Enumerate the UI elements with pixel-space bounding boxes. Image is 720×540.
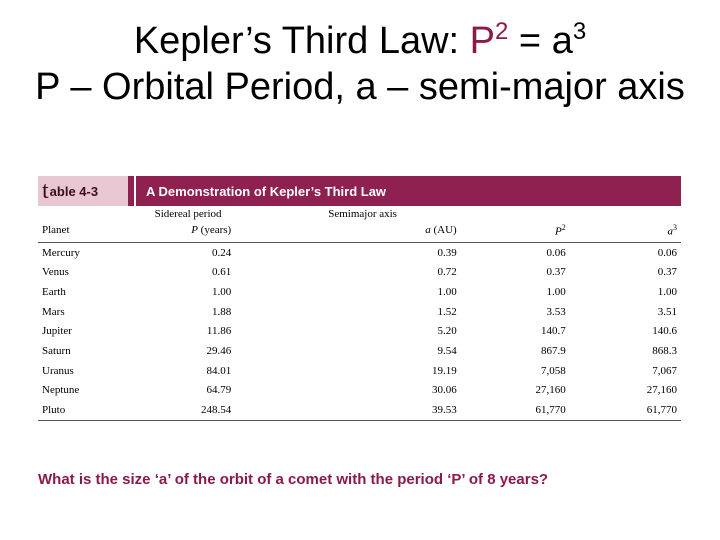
slide-title (0, 18, 720, 110)
table-row (38, 380, 681, 400)
title-P (470, 20, 509, 62)
cell-a-cubed: 3.51 (657, 305, 677, 318)
cell-a-cubed: 0.06 (657, 246, 677, 259)
cell-a-cubed: 61,770 (566, 400, 681, 420)
cell-p-squared: 3.53 (546, 305, 566, 318)
table-row (38, 262, 681, 282)
header-a3-var: a (667, 225, 673, 238)
table-row (38, 282, 681, 302)
cell-planet: Earth (42, 285, 66, 298)
title-a-var: a (551, 20, 573, 62)
cell-a-cubed: 27,160 (646, 384, 677, 397)
cell-axis: 39.53 (231, 400, 457, 420)
cell-a-cubed: 0.37 (657, 266, 677, 279)
question-text: What is the size ‘a’ of the orbit of a comet with the period ‘P’ of 8 years? (38, 471, 549, 488)
cell-a-cubed: 868.3 (652, 344, 677, 357)
header-axis-var: a (425, 223, 431, 236)
table-number-tag (38, 176, 128, 206)
header-row-1 (38, 206, 681, 221)
cell-period: 1.88 (211, 305, 232, 318)
title-equals: = (508, 20, 552, 62)
header-cell: Semimajor axis (328, 207, 397, 220)
table-row (38, 321, 681, 341)
table-row (38, 361, 681, 381)
cell-planet: Neptune (42, 384, 80, 397)
title-prefix: Kepler’s Third Law: (133, 20, 470, 62)
cell-period: 0.61 (211, 266, 232, 279)
cell-period: 1.00 (211, 285, 232, 298)
header-period-unit: (years) (197, 223, 232, 236)
cell-p-squared: 61,770 (457, 400, 566, 420)
cell-axis: 5.20 (437, 325, 457, 338)
cell-period: 0.24 (211, 246, 232, 259)
header-p2-exp: 2 (561, 223, 566, 232)
cell-p-squared: 0.06 (546, 246, 566, 259)
header-planet: Planet (38, 221, 142, 242)
cell-p-squared: 867.9 (540, 344, 566, 357)
cell-period: 248.54 (142, 400, 232, 420)
cell-a-cubed: 1.00 (657, 285, 677, 298)
cell-period: 64.79 (206, 384, 232, 397)
header-a-cubed (566, 221, 681, 242)
table-caption: A Demonstration of Kepler’s Third Law (146, 183, 387, 199)
cell-axis: 1.00 (437, 285, 457, 298)
title-a-exponent: 3 (572, 18, 587, 45)
cell-period: 11.86 (206, 325, 232, 338)
header-axis-unit: (AU) (430, 223, 457, 236)
cell-axis: 19.19 (431, 364, 457, 377)
data-table (38, 206, 681, 421)
title-P-var: P (469, 20, 496, 62)
header-period (142, 221, 232, 242)
table-tag-letter: t (42, 178, 49, 204)
table-row (38, 302, 681, 322)
header-cell (38, 206, 142, 221)
cell-axis: 30.06 (431, 384, 457, 397)
cell-period: 29.46 (206, 344, 232, 357)
cell-p-squared: 7,058 (540, 364, 566, 377)
cell-planet: Uranus (42, 364, 74, 377)
cell-p-squared: 27,160 (535, 384, 566, 397)
header-cell (457, 206, 566, 221)
cell-axis: 9.54 (437, 344, 457, 357)
cell-planet: Mars (42, 305, 65, 318)
cell-p-squared: 140.7 (540, 325, 566, 338)
table-row (38, 341, 681, 361)
cell-axis: 0.72 (437, 266, 457, 279)
cell-planet: Mercury (42, 246, 80, 259)
table-banner (38, 176, 681, 206)
cell-planet: Jupiter (42, 325, 72, 338)
header-p2-var: P (554, 225, 562, 238)
header-a3-exp: 3 (673, 223, 677, 232)
title-line-2: P – Orbital Period, a – semi-major axis (35, 66, 685, 108)
header-p-squared (457, 221, 566, 242)
table-tag-text: able 4-3 (49, 183, 99, 199)
kepler-table (38, 176, 681, 421)
header-row-2 (38, 221, 681, 242)
header-axis (231, 221, 457, 242)
cell-axis: 0.39 (437, 246, 457, 259)
title-P-exponent: 2 (495, 18, 509, 45)
table-row (38, 242, 681, 262)
cell-axis: 1.52 (437, 305, 457, 318)
cell-period: 84.01 (206, 364, 232, 377)
cell-p-squared: 0.37 (546, 266, 566, 279)
cell-planet: Venus (42, 266, 69, 279)
cell-planet: Saturn (42, 344, 71, 357)
header-cell (566, 206, 681, 221)
header-period-var: P (191, 223, 198, 236)
title-line-1 (0, 18, 720, 64)
cell-a-cubed: 140.6 (652, 325, 677, 338)
header-cell: Sidereal period (154, 207, 222, 220)
table-row (38, 400, 681, 420)
cell-a-cubed: 7,067 (652, 364, 677, 377)
cell-p-squared: 1.00 (546, 285, 566, 298)
cell-planet: Pluto (38, 400, 142, 420)
